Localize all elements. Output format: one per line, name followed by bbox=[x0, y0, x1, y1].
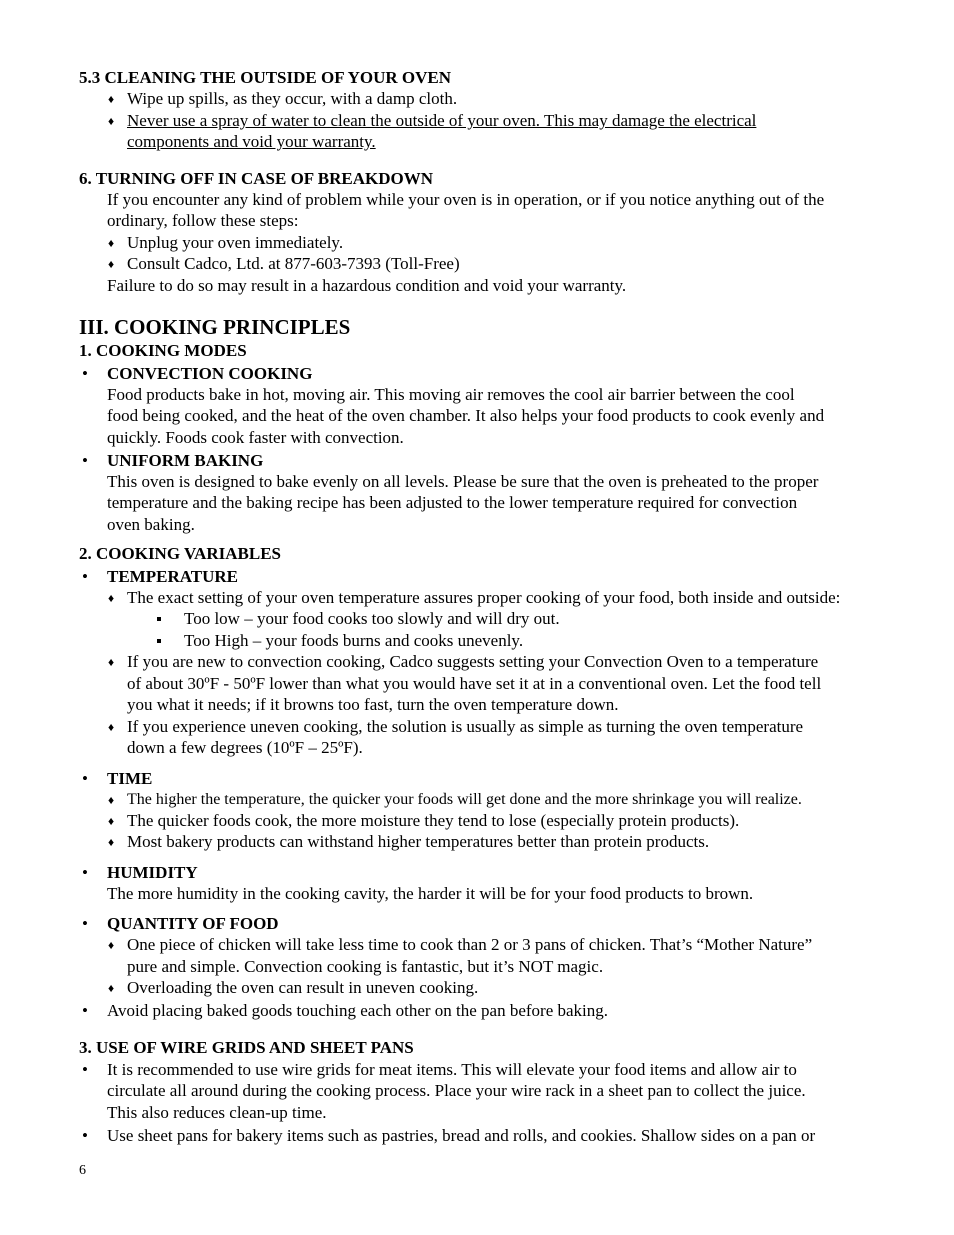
topic-title: TEMPERATURE bbox=[107, 567, 238, 586]
chapter-heading: III. COOKING PRINCIPLES bbox=[79, 315, 351, 339]
list-item: Use sheet pans for bakery items such as pastries, bread and rolls, and cookies. Shallow sides on a pan or bbox=[107, 1126, 816, 1145]
diamond-bullet-icon: ♦ bbox=[108, 793, 115, 807]
list-item: The higher the temperature, the quicker your foods will get done and the more shrinkage you will realize. bbox=[127, 791, 802, 808]
list-item: Avoid placing baked goods touching each other on the pan before baking. bbox=[107, 1001, 609, 1020]
bullet-icon: • bbox=[82, 364, 88, 383]
diamond-bullet-icon: ♦ bbox=[108, 835, 115, 849]
warning-text: components and void your warranty. bbox=[127, 132, 376, 151]
list-item: Overloading the oven can result in uneven cooking. bbox=[127, 978, 479, 997]
square-bullet-icon bbox=[157, 639, 161, 643]
diamond-bullet-icon: ♦ bbox=[108, 236, 115, 250]
topic-title: HUMIDITY bbox=[107, 863, 198, 882]
bullet-icon: • bbox=[82, 1126, 88, 1145]
subsection-heading: 3. USE OF WIRE GRIDS AND SHEET PANS bbox=[79, 1038, 414, 1057]
diamond-bullet-icon: ♦ bbox=[108, 655, 115, 669]
paragraph: Failure to do so may result in a hazardous condition and void your warranty. bbox=[107, 276, 627, 295]
section-heading-5-3: 5.3 CLEANING THE OUTSIDE OF YOUR OVEN bbox=[79, 68, 452, 87]
list-item: If you are new to convection cooking, Cadco suggests setting your Convection Oven to a temperature bbox=[127, 652, 819, 671]
paragraph: The more humidity in the cooking cavity, the harder it will be for your food products to brown. bbox=[107, 884, 754, 903]
bullet-icon: • bbox=[82, 914, 88, 933]
diamond-bullet-icon: ♦ bbox=[108, 720, 115, 734]
diamond-bullet-icon: ♦ bbox=[108, 981, 115, 995]
list-item: If you experience uneven cooking, the solution is usually as simple as turning the oven temperature bbox=[127, 717, 804, 736]
list-item: Too High – your foods burns and cooks unevenly. bbox=[184, 631, 524, 650]
diamond-bullet-icon: ♦ bbox=[108, 114, 115, 128]
list-item: circulate all around during the cooking process. Place your wire rack in a sheet pan to collect the juice. bbox=[107, 1081, 806, 1100]
page-number: 6 bbox=[79, 1163, 86, 1178]
section-heading-6: 6. TURNING OFF IN CASE OF BREAKDOWN bbox=[79, 169, 434, 188]
topic-title: TIME bbox=[107, 769, 153, 788]
square-bullet-icon bbox=[157, 617, 161, 621]
paragraph: temperature and the baking recipe has been adjusted to the lower temperature required for convection bbox=[107, 493, 798, 512]
list-item: Wipe up spills, as they occur, with a damp cloth. bbox=[127, 89, 458, 108]
diamond-bullet-icon: ♦ bbox=[108, 257, 115, 271]
list-item: down a few degrees (10ºF – 25ºF). bbox=[127, 738, 363, 757]
list-item: The exact setting of your oven temperature assures proper cooking of your food, both inside and outside: bbox=[127, 588, 841, 607]
subsection-heading: 2. COOKING VARIABLES bbox=[79, 544, 282, 563]
bullet-icon: • bbox=[82, 769, 88, 788]
bullet-icon: • bbox=[82, 863, 88, 882]
diamond-bullet-icon: ♦ bbox=[108, 938, 115, 952]
diamond-bullet-icon: ♦ bbox=[108, 591, 115, 605]
list-item: It is recommended to use wire grids for meat items. This will elevate your food items and allow air to bbox=[107, 1060, 797, 1079]
paragraph: food being cooked, and the heat of the oven chamber. It also helps your food products to cook evenly and bbox=[107, 406, 825, 425]
list-item: Too low – your food cooks too slowly and will dry out. bbox=[184, 609, 560, 628]
bullet-icon: • bbox=[82, 451, 88, 470]
list-item: pure and simple. Convection cooking is fantastic, but it’s NOT magic. bbox=[127, 957, 604, 976]
topic-title: QUANTITY OF FOOD bbox=[107, 914, 279, 933]
topic-title: UNIFORM BAKING bbox=[107, 451, 264, 470]
list-item: One piece of chicken will take less time to cook than 2 or 3 pans of chicken. That’s “Mother Nature” bbox=[127, 935, 813, 954]
paragraph: oven baking. bbox=[107, 515, 195, 534]
diamond-bullet-icon: ♦ bbox=[108, 92, 115, 106]
list-item: Consult Cadco, Ltd. at 877-603-7393 (Toll-Free) bbox=[127, 254, 460, 273]
subsection-heading: 1. COOKING MODES bbox=[79, 341, 247, 360]
bullet-icon: • bbox=[82, 1060, 88, 1079]
paragraph: quickly. Foods cook faster with convection. bbox=[107, 428, 404, 447]
paragraph: If you encounter any kind of problem while your oven is in operation, or if you notice anything out of the bbox=[107, 190, 825, 209]
topic-title: CONVECTION COOKING bbox=[107, 364, 313, 383]
list-item: This also reduces clean-up time. bbox=[107, 1103, 327, 1122]
warning-text: Never use a spray of water to clean the outside of your oven. This may damage the electrical bbox=[127, 111, 757, 130]
list-item: The quicker foods cook, the more moisture they tend to lose (especially protein products). bbox=[127, 811, 740, 830]
paragraph: Food products bake in hot, moving air. This moving air removes the cool air barrier between the cool bbox=[107, 385, 795, 404]
list-item: you what it needs; if it browns too fast, turn the oven temperature down. bbox=[127, 695, 619, 714]
list-item: of about 30ºF - 50ºF lower than what you would have set it at in a conventional oven. Let the food tell bbox=[127, 674, 822, 693]
list-item: Most bakery products can withstand higher temperatures better than protein products. bbox=[127, 832, 710, 851]
bullet-icon: • bbox=[82, 567, 88, 586]
diamond-bullet-icon: ♦ bbox=[108, 814, 115, 828]
paragraph: ordinary, follow these steps: bbox=[107, 211, 299, 230]
list-item: Unplug your oven immediately. bbox=[127, 233, 344, 252]
paragraph: This oven is designed to bake evenly on all levels. Please be sure that the oven is preheated to the proper bbox=[107, 472, 819, 491]
bullet-icon: • bbox=[82, 1001, 88, 1020]
